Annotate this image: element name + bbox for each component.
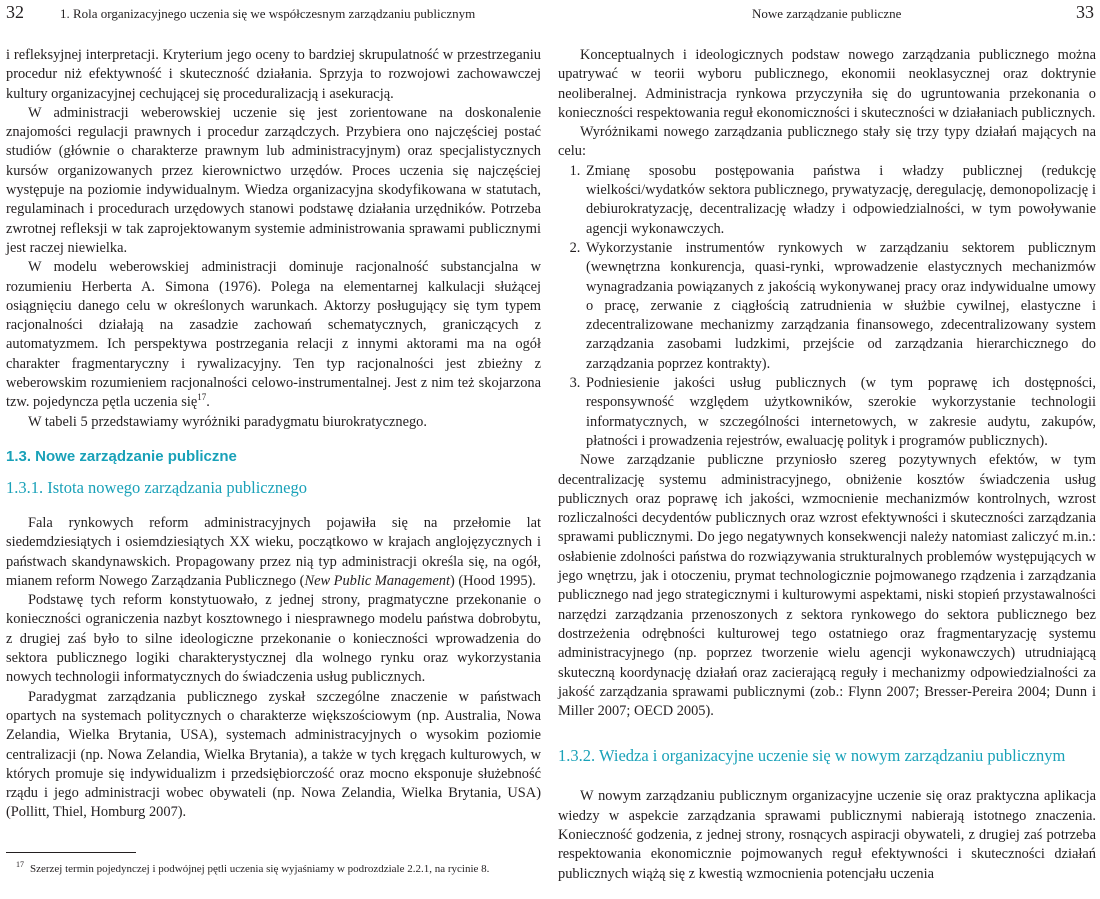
subsection-heading: 1.3.2. Wiedza i organizacyjne uczenie się w nowym zarządzaniu publicznym xyxy=(558,746,1066,766)
paragraph xyxy=(6,258,541,412)
paragraph-text-end: ) (Hood 1995). xyxy=(449,572,536,589)
list-item: 2. Wykorzystanie instrumentów rynkowych w zarządzaniu sektorem publicznym (wewnętrzna konkurencja, quasi-rynki, wprowadzenie elastycznych mechanizmów wynagradzania powiązanych z jakością wykonywanej pracy oraz indywidualne umowy o pracę, zerwanie z ciągłością zatrudnienia w służbie cywilnej, elastyczne i zdecentralizowane mechanizmy zarządzania finansowego, zdecentralizowany system zarządzania zasobami ludzkimi, przejście od zarządzania hierarchicznego do zarządzania poprzez kontrakty). xyxy=(584,239,1096,374)
list-item: 1. Zmianę sposobu postępowania państwa i władzy publicznej (redukcję wielkości/wydatków sektora publicznego, prywatyzację, deregulację, demonopolizację i debiurokratyzację, decentralizację władzy i odpowiedzialności, w tym powoływanie agencji wykonawczych. xyxy=(584,162,1096,239)
footnote-number: 17 xyxy=(16,860,24,870)
right-page-header xyxy=(552,3,1100,25)
paragraph-text-end: . xyxy=(206,394,210,411)
numbered-list xyxy=(558,162,1096,451)
paragraph: Konceptualnych i ideologicznych podstaw nowego zarządzania publicznego można upatrywać w teorii wyboru publicznego, ekonomii neoklasycznej oraz doktrynie neoliberalnej. Administracja rynkowa przyczyniła się do ugruntowania przekonania o konieczności respektowania reguł ekonomiczności i skuteczności w działaniach publicznych. xyxy=(558,47,1096,121)
paragraph: i refleksyjnej interpretacji. Kryterium jego oceny to bardziej skrupulatność w przestrzeganiu procedur niż efektywność i skuteczność działania. Sprzyja to rozwojowi zachowawczej kultury organizacyjnej cechującej się proceduralizacją i asekuracją. xyxy=(6,47,541,102)
left-running-head: 1. Rola organizacyjnego uczenia się we współczesnym zarządzaniu publicznym xyxy=(60,6,476,21)
left-page-header xyxy=(0,3,548,25)
right-running-head: Nowe zarządzanie publiczne xyxy=(752,6,902,21)
paragraph: Nowe zarządzanie publiczne przyniosło szereg pozytywnych efektów, w tym decentralizację systemu administracyjnego, obniżenie kosztów świadczenia usług publicznych oraz poprawę ich jakości, wzmocnienie mechanizmów kontrolnych, wzrost rozliczalności decydentów publicznych oraz wzrost efektywności i skuteczności zarządzania sprawami publicznymi. Do jego negatywnych konsekwencji należy natomiast zaliczyć m.in.: osłabienie zdolności państwa do rozwiązywania strukturalnych problemów występujących w jego wnętrzu, jak i otoczeniu, prymat technologicznie pojmowanego rządzenia i zarządzania publicznego nad jego strategicznymi i kulturowymi aspektami, niski stopień przystawalności narzędzi zarządzania przenoszonych z sektora rynkowego do sektora publicznego bez dostrzeżenia odrębności kulturowej tego ostatniego oraz fragmentaryzację systemu administracyjnego (np. poprzez tworzenie wielu agencji wykonawczych) utrudniającą skuteczną koordynację działań oraz zacierającą reguły i mechanizmy odpowiedzialności za jakość zarządzania sprawami publicznymi (zob.: Flynn 2007; Bresser-Pereira 2004; Dunn i Miller 2007; OECD 2005). xyxy=(558,452,1096,720)
paragraph xyxy=(6,514,541,591)
right-page-number: 33 xyxy=(1076,2,1094,22)
paragraph: Paradygmat zarządzania publicznego zyskał szczególne znaczenie w państwach opartych na systemach politycznych o charakterze większościowym (np. Australia, Nowa Zelandia, Wielka Brytania, USA), systemach administracyjnych o wysokim poziomie centralizacji (np. Nowa Zelandia, Wielka Brytania), a także w tych kręgach kulturowych, w których promuje się indywidualizm i przedsiębiorczość oraz mocno eksponuje służebność rządu i jego administracji wobec obywateli (np. Nowa Zelandia, Wielka Brytania, USA) (Pollitt, Thiel, Homburg 2007). xyxy=(6,688,541,821)
paragraph: Wyróżnikami nowego zarządzania publicznego stały się trzy typy działań mających na celu: xyxy=(558,124,1096,160)
footnote-text: Szerzej termin pojedynczej i podwójnej pętli uczenia się wyjaśniamy w podrozdziale 2.2.1, na rycinie 8. xyxy=(30,863,490,875)
footnote xyxy=(6,861,541,877)
paragraph: W nowym zarządzaniu publicznym organizacyjne uczenie się oraz praktyczna aplikacja wiedzy w aspekcie zarządzania sprawami publicznymi nabierają istotnego znaczenia. Konieczność godzenia, z jednej strony, rosnących aspiracji obywateli, z drugiej zaś potrzeba respektowania ekonomicznie pojmowanych reguł efektywności i skuteczności działań publicznych wiążą się z kwestią wzmocnienia potencjału uczenia xyxy=(558,788,1096,882)
left-text-column xyxy=(6,46,541,823)
footnote-divider xyxy=(6,852,136,853)
section-heading: 1.3. Nowe zarządzanie publiczne xyxy=(6,447,237,465)
left-page xyxy=(0,0,548,899)
paragraph: W tabeli 5 przedstawiamy wyróżniki paradygmatu biurokratycznego. xyxy=(28,413,427,430)
right-page xyxy=(552,0,1100,899)
paragraph: Podstawę tych reform konstytuowało, z jednej strony, pragmatyczne przekonanie o konieczności ograniczenia nazbyt kosztownego i niesprawnego modelu państwa dobrobytu, z drugiej zaś było to silne ideologiczne przekonanie o konieczności wprowadzenia do sektora publicznego logiki charakterystycznej dla wolnego rynku oraz wykorzystania nowych technologii informatycznych do świadczenia usług publicznych. xyxy=(6,592,541,686)
italic-term: New Public Management xyxy=(304,572,450,589)
subsection-heading: 1.3.1. Istota nowego zarządzania publicznego xyxy=(6,477,308,497)
paragraph-text: W modelu weberowskiej administracji dominuje racjonalność substancjalna w rozumieniu Herberta A. Simona (1976). Polega na elementarnej kalkulacji służącej osiągnięciu danego celu w określonych warunkach. Aktorzy posługujący się tym typem racjonalności działają na zasadzie zachowań schematycznych, graniczących z automatyzmem. Ich perspektywa postrzegania relacji z innymi aktorami ma na ogół charakter fragmentaryczny i rywalizacyjny. Ten typ racjonalności jest zbieżny z weberowskim rozumieniem racjonalności celowo-instrumentalnej. Jest z nim też skojarzona tzw. pojedyncza pętla uczenia się xyxy=(6,259,541,411)
right-text-column xyxy=(558,46,1096,884)
left-page-number: 32 xyxy=(6,2,24,22)
paragraph: W administracji weberowskiej uczenie się jest zorientowane na doskonalenie znajomości regulacji prawnych i procedur zarządczych. Przybiera ono najczęściej postać studiów (głównie o charakterze prawnym lub administracyjnym) oraz specjalistycznych kursów organizowanych przez kierownictwo urzędów. Proces uczenia się najczęściej występuje na poziomie indywidualnym. Wiedza organizacyjna skodyfikowana w statutach, regulaminach i procedurach urzędowych stanowi podstawę działania urzędników. Potrzeba zwrotnej refleksji w tak zaprojektowanym systemie administrowania sprawami publicznymi jest raczej niewielka. xyxy=(6,104,541,256)
list-item: 3. Podniesienie jakości usług publicznych (w tym poprawę ich dostępności, responsywność względem użytkowników, szerokie wykorzystanie technologii informatycznych, w szczególności internetowych, w zakresie audytu, zakupów, płatności i prowadzenia rejestrów, ewaluację polityk i programów publicznych). xyxy=(584,374,1096,451)
paragraph-text: Fala rynkowych reform administracyjnych pojawiła się na przełomie lat siedemdziesiątych i osiemdziesiątych XX wieku, początkowo w krajach anglojęzycznych i państwach skandynawskich. Propagowany przez nią typ administracji określa się, na ogół, mianem reform Nowego Zarządzania Publicznego ( xyxy=(6,514,541,589)
footnote-reference[interactable]: 17 xyxy=(197,392,207,403)
